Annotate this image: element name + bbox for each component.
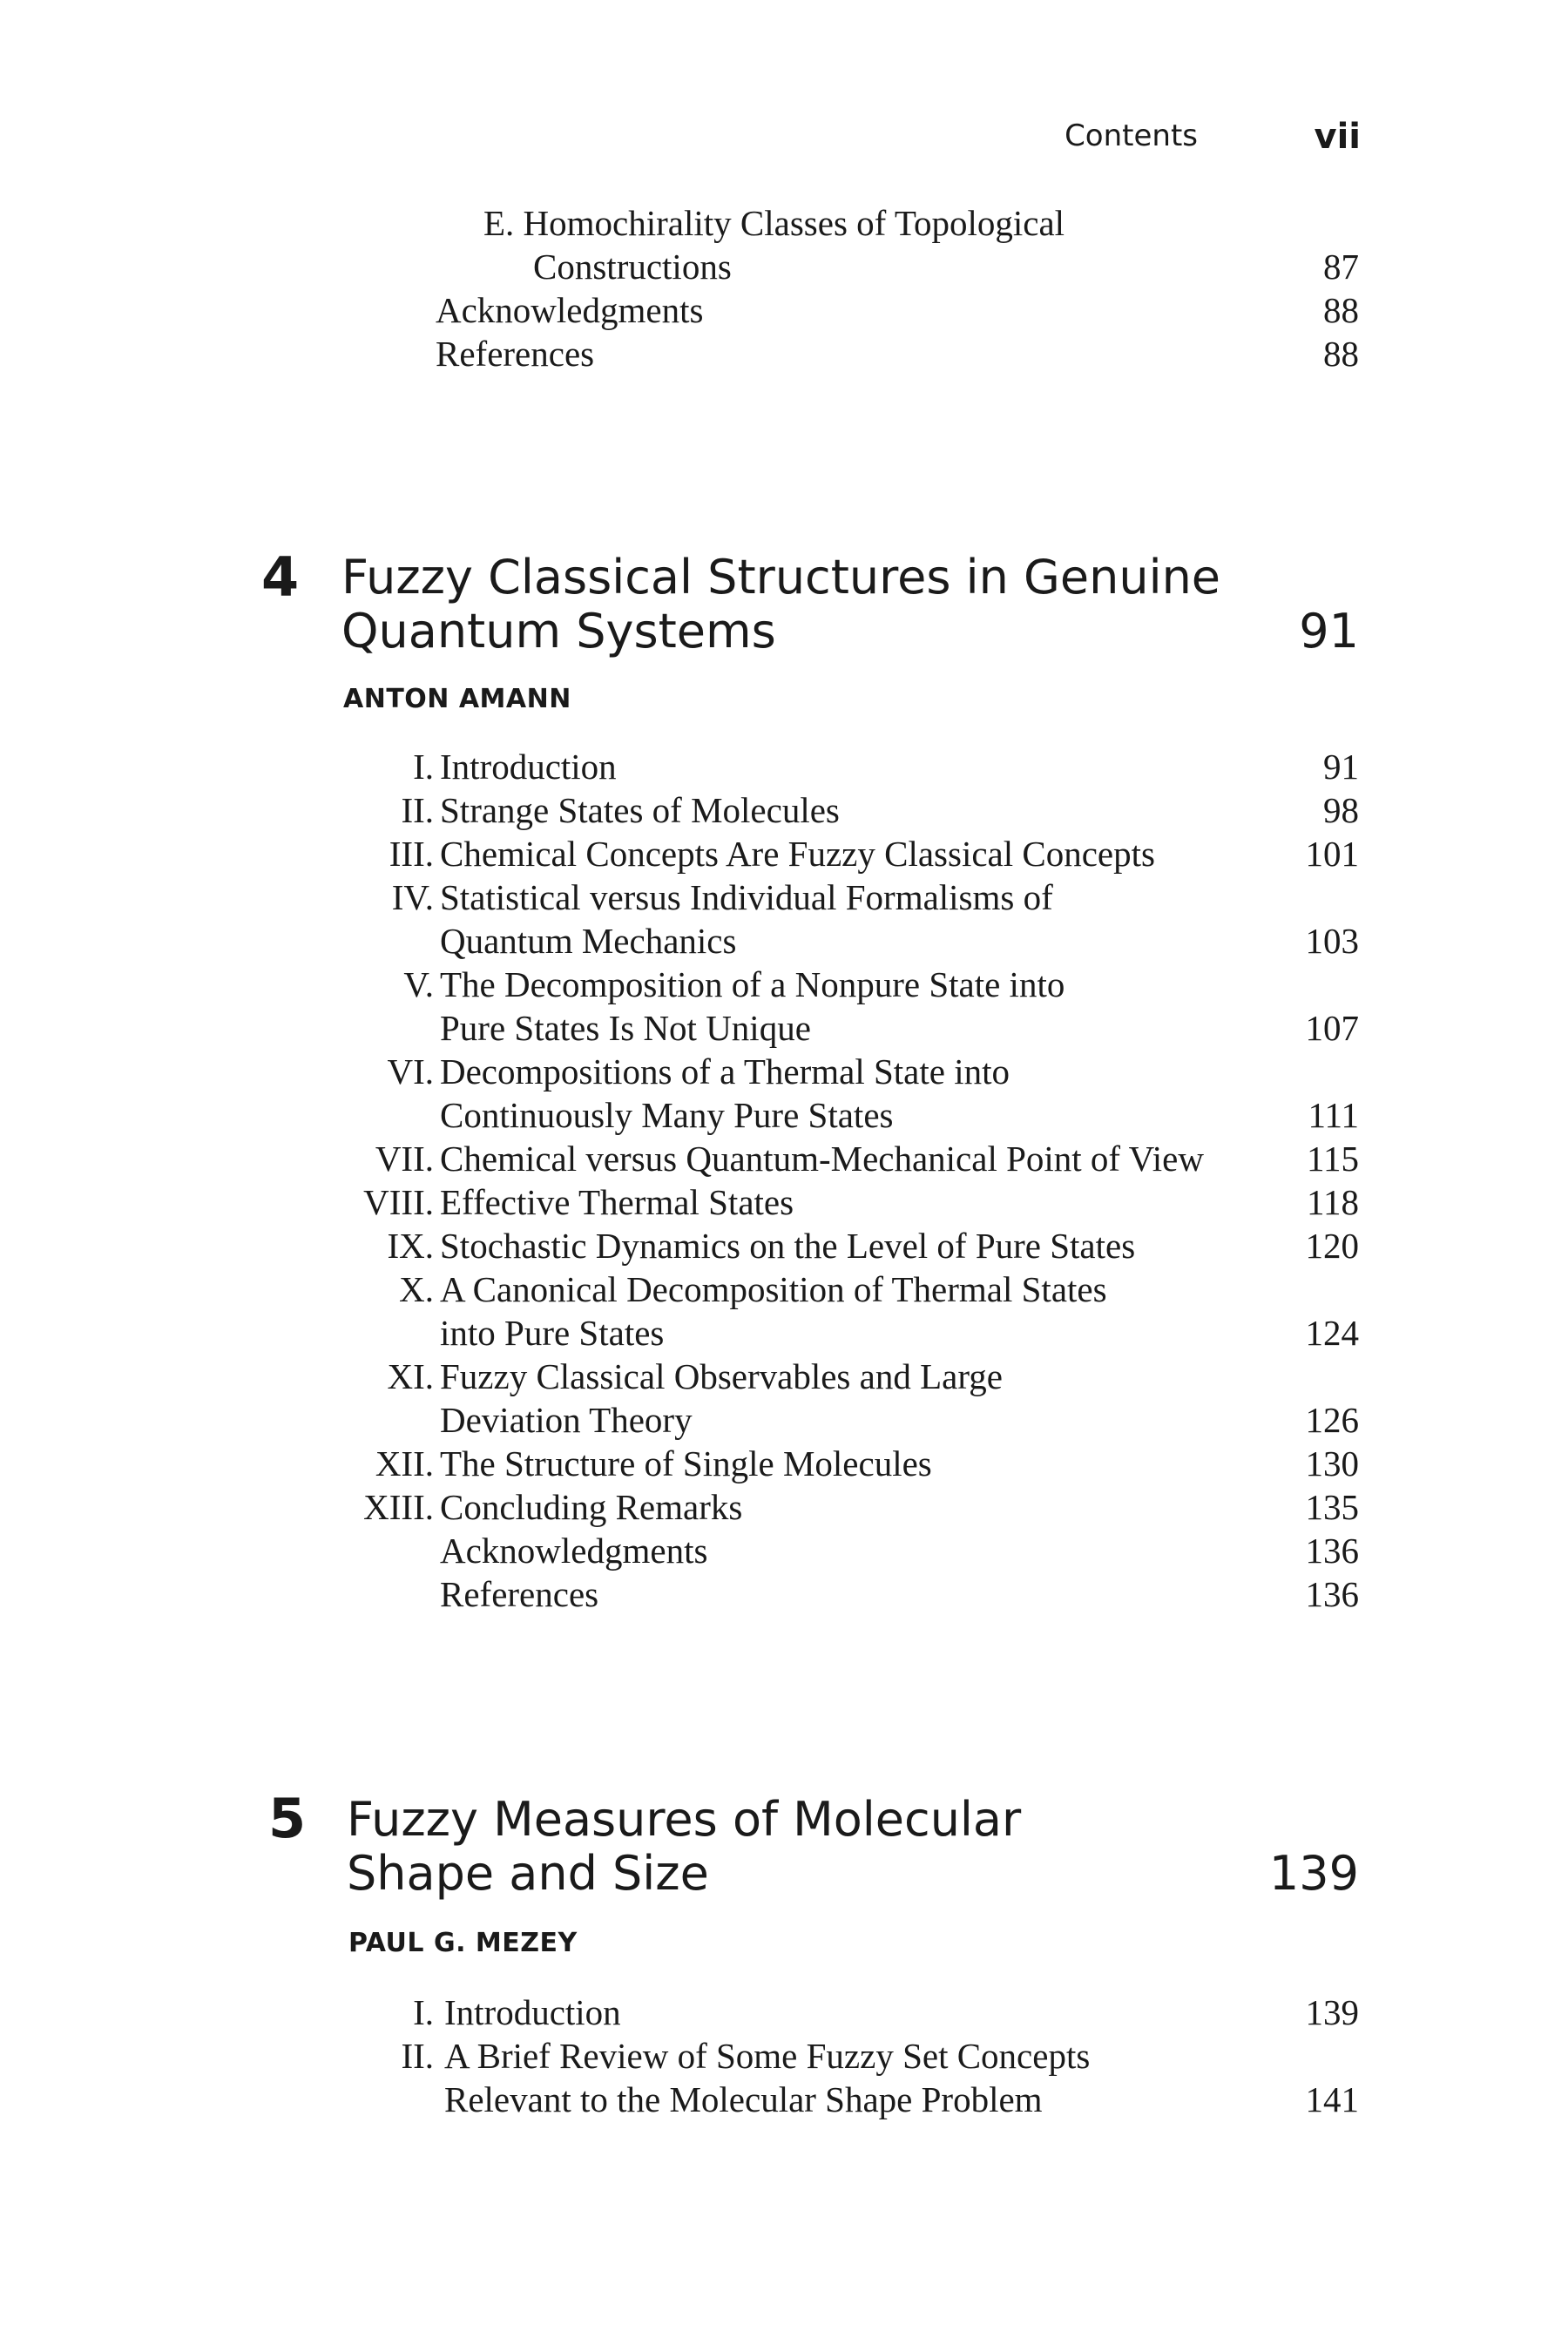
entry-title: Fuzzy Classical Observables and Large bbox=[440, 1356, 1003, 1396]
toc-entry bbox=[0, 200, 1568, 246]
page-folio: vii bbox=[1314, 117, 1361, 157]
toc-entry bbox=[0, 1179, 1568, 1225]
entry-numeral: X. bbox=[399, 1269, 434, 1309]
entry-page: 141 bbox=[1305, 2079, 1359, 2119]
entry-title: A Canonical Decomposition of Thermal States bbox=[440, 1269, 1107, 1309]
entry-title: E. Homochirality Classes of Topological bbox=[483, 203, 1065, 243]
entry-page: 87 bbox=[1323, 247, 1359, 287]
chapter-title-line2: Quantum Systems bbox=[341, 604, 776, 659]
toc-entry bbox=[0, 1267, 1568, 1312]
entry-title: Chemical versus Quantum-Mechanical Point of View bbox=[440, 1139, 1204, 1179]
entry-numeral: VI. bbox=[387, 1051, 434, 1092]
entry-numeral: XI. bbox=[387, 1356, 434, 1396]
entry-numeral: III. bbox=[389, 834, 434, 874]
entry-numeral: I. bbox=[413, 747, 434, 787]
toc-entry bbox=[0, 744, 1568, 789]
entry-title: The Decomposition of a Nonpure State into bbox=[440, 964, 1065, 1004]
entry-page: 124 bbox=[1305, 1313, 1359, 1353]
chapter-title-line2: Shape and Size bbox=[347, 1846, 709, 1901]
running-head bbox=[0, 117, 1568, 160]
toc-entry bbox=[0, 2033, 1568, 2078]
entry-page: 136 bbox=[1305, 1531, 1359, 1571]
toc-entry bbox=[0, 918, 1568, 963]
entry-title: Continuously Many Pure States bbox=[440, 1095, 894, 1135]
toc-entry bbox=[0, 1049, 1568, 1094]
entry-numeral: I. bbox=[413, 1992, 434, 2032]
toc-entry bbox=[0, 1484, 1568, 1530]
toc-entry bbox=[0, 1397, 1568, 1443]
chapter-number: 4 bbox=[261, 545, 300, 609]
chapter-author: ANTON AMANN bbox=[343, 684, 571, 714]
toc-entry bbox=[0, 1223, 1568, 1268]
toc-entry bbox=[0, 1354, 1568, 1399]
entry-page: 88 bbox=[1323, 334, 1359, 374]
entry-numeral: VII. bbox=[375, 1139, 434, 1179]
entry-title: Relevant to the Molecular Shape Problem bbox=[444, 2079, 1043, 2119]
entry-title: References bbox=[436, 334, 595, 374]
entry-title: Introduction bbox=[444, 1992, 621, 2032]
entry-title: Acknowledgments bbox=[436, 290, 704, 330]
entry-numeral: II. bbox=[401, 790, 434, 830]
running-head-label: Contents bbox=[1064, 118, 1198, 153]
toc-entry bbox=[0, 287, 1568, 333]
toc-entry bbox=[0, 875, 1568, 920]
entry-title: The Structure of Single Molecules bbox=[440, 1443, 932, 1484]
toc-entry bbox=[0, 1136, 1568, 1181]
entry-page: 91 bbox=[1323, 747, 1359, 787]
toc-entry bbox=[0, 1005, 1568, 1051]
toc-entry bbox=[0, 962, 1568, 1007]
entry-numeral: IV. bbox=[391, 877, 434, 917]
toc-entry bbox=[0, 1441, 1568, 1486]
toc-entry bbox=[0, 1571, 1568, 1617]
entry-title: A Brief Review of Some Fuzzy Set Concepts bbox=[444, 2036, 1091, 2076]
entry-title: Concluding Remarks bbox=[440, 1487, 743, 1527]
entry-page: 118 bbox=[1307, 1182, 1359, 1222]
entry-page: 126 bbox=[1305, 1400, 1359, 1440]
entry-title: Decompositions of a Thermal State into bbox=[440, 1051, 1010, 1092]
entry-page: 101 bbox=[1305, 834, 1359, 874]
entry-page: 135 bbox=[1305, 1487, 1359, 1527]
entry-title: into Pure States bbox=[440, 1313, 665, 1353]
toc-entry bbox=[0, 831, 1568, 876]
toc-entry bbox=[0, 787, 1568, 833]
toc-entry bbox=[0, 1092, 1568, 1138]
entry-page: 88 bbox=[1323, 290, 1359, 330]
entry-numeral: XII. bbox=[375, 1443, 434, 1484]
entry-title: Strange States of Molecules bbox=[440, 790, 840, 830]
chapter-number: 5 bbox=[268, 1787, 307, 1850]
entry-page: 115 bbox=[1307, 1139, 1359, 1179]
entry-page: 98 bbox=[1323, 790, 1359, 830]
entry-title: Statistical versus Individual Formalisms of bbox=[440, 877, 1053, 917]
chapter-author: PAUL G. MEZEY bbox=[348, 1928, 578, 1958]
entry-title: Pure States Is Not Unique bbox=[440, 1008, 811, 1048]
toc-entry bbox=[0, 2077, 1568, 2122]
entry-title: Chemical Concepts Are Fuzzy Classical Concepts bbox=[440, 834, 1155, 874]
entry-numeral: VIII. bbox=[363, 1182, 434, 1222]
chapter-title-line1: Fuzzy Classical Structures in Genuine bbox=[341, 550, 1221, 605]
entry-title: Acknowledgments bbox=[440, 1531, 708, 1571]
entry-numeral: XIII. bbox=[363, 1487, 434, 1527]
toc-entry bbox=[0, 331, 1568, 376]
toc-entry bbox=[0, 244, 1568, 289]
entry-numeral: II. bbox=[401, 2036, 434, 2076]
entry-page: 136 bbox=[1305, 1574, 1359, 1614]
entry-page: 107 bbox=[1305, 1008, 1359, 1048]
entry-numeral: IX. bbox=[387, 1226, 434, 1266]
entry-title: Quantum Mechanics bbox=[440, 921, 737, 961]
entry-title: Effective Thermal States bbox=[440, 1182, 794, 1222]
entry-numeral: V. bbox=[403, 964, 434, 1004]
toc-entry bbox=[0, 1990, 1568, 2035]
toc-entry bbox=[0, 1528, 1568, 1573]
entry-page: 103 bbox=[1305, 921, 1359, 961]
entry-page: 139 bbox=[1305, 1992, 1359, 2032]
entry-title: Constructions bbox=[533, 247, 732, 287]
entry-page: 120 bbox=[1305, 1226, 1359, 1266]
chapter-page: 139 bbox=[1268, 1846, 1359, 1901]
entry-title: Introduction bbox=[440, 747, 617, 787]
toc-entry bbox=[0, 1310, 1568, 1355]
chapter-page: 91 bbox=[1299, 604, 1359, 659]
entry-title: References bbox=[440, 1574, 599, 1614]
entry-page: 111 bbox=[1308, 1095, 1359, 1135]
chapter-title-line1: Fuzzy Measures of Molecular bbox=[347, 1792, 1022, 1847]
entry-title: Stochastic Dynamics on the Level of Pure States bbox=[440, 1226, 1136, 1266]
entry-page: 130 bbox=[1305, 1443, 1359, 1484]
entry-title: Deviation Theory bbox=[440, 1400, 693, 1440]
